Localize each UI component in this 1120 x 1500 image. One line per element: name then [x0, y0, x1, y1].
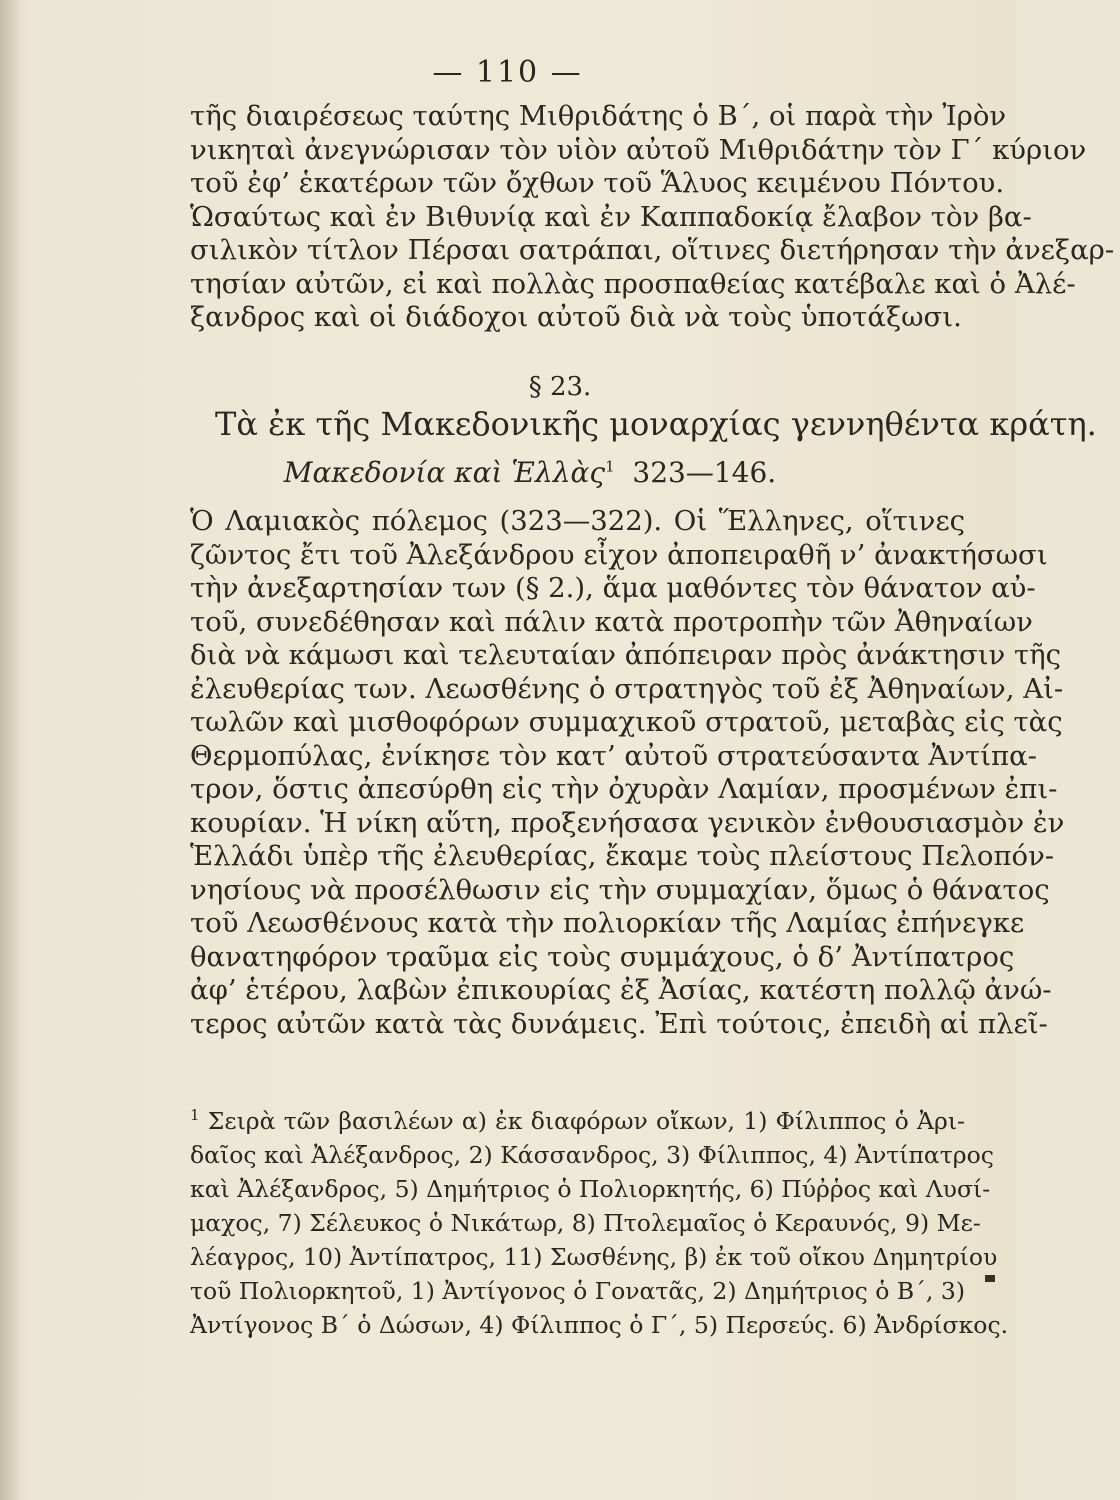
text-line: τοῦ Λεωσθένους κατὰ τὴν πολιορκίαν τῆς Λαμίας ἐπήνεγκε [190, 907, 1025, 939]
page-edge-mark [985, 1275, 995, 1282]
text-line: τωλῶν καὶ μισθοφόρων συμμαχικοῦ στρατοῦ, μεταβὰς εἰς τὰς [190, 706, 1063, 738]
text-line: κουρίαν. Ἡ νίκη αὕτη, προξενήσασα γενικὸν ἐνθουσιασμὸν ἐν [190, 806, 1065, 839]
text-line: Θερμοπύλας, ἐνίκησε τὸν κατ’ αὐτοῦ στρατεύσαντα Ἀντίπα- [190, 739, 1037, 772]
text-line: τερος αὐτῶν κατὰ τὰς δυνάμεις. Ἐπὶ τούτοις, ἐπειδὴ αἱ πλεῖ- [190, 1007, 1048, 1040]
first-paragraph [190, 100, 1115, 335]
footnote-text: Σειρὰ τῶν βασιλέων α) ἐκ διαφόρων οἴκων, 1) Φίλιππος ὁ Ἀρι- [207, 1106, 965, 1135]
footnote-line: καὶ Ἀλέξανδρος, 5) Δημήτριος ὁ Πολιορκητής, 6) Πύῤῥος καὶ Λυσί- [190, 1174, 991, 1203]
text-line: Ὡσαύτως καὶ ἐν Βιθυνίᾳ καὶ ἐν Καππαδοκίᾳ ἔλαβον τὸν βα- [190, 200, 1032, 233]
subtitle-italic: Μακεδονία καὶ Ἑλλὰς [283, 456, 606, 489]
text-line: Ὁ Λαμιακὸς πόλεμος (323—322). Οἱ Ἕλληνες, οἵτινες [190, 505, 965, 537]
footnote-line: μαχος, 7) Σέλευκος ὁ Νικάτωρ, 8) Πτολεμαῖος ὁ Κεραυνός, 9) Με- [190, 1208, 981, 1237]
text-line: ἀφ’ ἑτέρου, λαβὼν ἐπικουρίας ἐξ Ἀσίας, κατέστη πολλῷ ἀνώ- [190, 974, 1052, 1006]
footnote-mark: 1 [190, 1106, 200, 1124]
footnote-line: δαῖος καὶ Ἀλέξανδρος, 2) Κάσσανδρος, 3) Φίλιππος, 4) Ἀντίπατρος [190, 1140, 994, 1169]
text-line: σιλικὸν τίτλον Πέρσαι σατράπαι, οἵτινες διετήρησαν τὴν ἀνεξαρ- [190, 234, 1115, 266]
text-line: τὴν ἀνεξαρτησίαν των (§ 2.), ἅμα μαθόντες τὸν θάνατον αὐ- [190, 572, 1036, 604]
footnote-line [190, 1098, 965, 1138]
page-number: — 110 — [432, 55, 583, 90]
footnote-reference: 1 [605, 457, 615, 476]
text-line: Ἑλλάδι ὑπὲρ τῆς ἐλευθερίας, ἔκαμε τοὺς πλείστους Πελοπόν- [190, 840, 1055, 872]
text-line: τησίαν αὐτῶν, εἰ καὶ πολλὰς προσπαθείας κατέβαλε καὶ ὁ Ἀλέ- [190, 267, 1076, 300]
text-line: ξανδρος καὶ οἱ διάδοχοι αὐτοῦ διὰ νὰ τοὺς ὑποτάξωσι. [190, 301, 962, 333]
text-line: ζῶντος ἔτι τοῦ Ἀλεξάνδρου εἶχον ἀποπειραθῆ ν’ ἀνακτήσωσι [190, 538, 1048, 571]
text-line: τοῦ ἐφ’ ἑκατέρων τῶν ὄχθων τοῦ Ἅλυος κειμένου Πόντου. [190, 167, 1005, 199]
footnote-line: λέαγρος, 10) Ἀντίπατρος, 11) Σωσθένης, β) ἐκ τοῦ οἴκου Δημητρίου [190, 1242, 998, 1271]
text-line: τοῦ, συνεδέθησαν καὶ πάλιν κατὰ προτροπὴν τῶν Ἀθηναίων [190, 605, 1033, 638]
section-title: Τὰ ἐκ τῆς Μακεδονικῆς μοναρχίας γεννηθέντα κράτη. [215, 405, 1097, 443]
text-line: νησίους νὰ προσέλθωσιν εἰς τὴν συμμαχίαν, ὅμως ὁ θάνατος [190, 873, 1050, 906]
main-paragraph [190, 505, 1065, 1041]
subtitle-dates: 323—146. [632, 456, 777, 489]
footnote-line: Ἀντίγονος Β΄ ὁ Δώσων, 4) Φίλιππος ὁ Γ΄, 5) Περσεύς. 6) Ἀνδρίσκος. [190, 1310, 1009, 1339]
text-line: θανατηφόρον τραῦμα εἰς τοὺς συμμάχους, ὁ δ’ Ἀντίπατρος [190, 940, 1015, 973]
text-line: ἐλευθερίας των. Λεωσθένης ὁ στρατηγὸς τοῦ ἐξ Ἀθηναίων, Αἰ- [190, 672, 1064, 705]
spine-shadow [0, 0, 22, 1500]
section-subtitle [0, 456, 1060, 489]
footnotes [190, 1098, 1009, 1342]
text-line: νικηταὶ ἀνεγνώρισαν τὸν υἱὸν αὐτοῦ Μιθριδάτην τὸν Γ΄ κύριον [190, 133, 1087, 166]
footnote-line: τοῦ Πολιορκητοῦ, 1) Ἀντίγονος ὁ Γονατᾶς, 2) Δημήτριος ὁ Β΄, 3) [190, 1276, 965, 1305]
text-line: τῆς διαιρέσεως ταύτης Μιθριδάτης ὁ Β΄, οἱ παρὰ τὴν Ἰρὸν [190, 100, 1007, 132]
section-number: § 23. [528, 372, 592, 402]
text-line: τρον, ὅστις ἀπεσύρθη εἰς τὴν ὀχυρὰν Λαμίαν, προσμένων ἐπι- [190, 773, 1058, 805]
text-line: διὰ νὰ κάμωσι καὶ τελευταίαν ἀπόπειραν πρὸς ἀνάκτησιν τῆς [190, 639, 1062, 671]
